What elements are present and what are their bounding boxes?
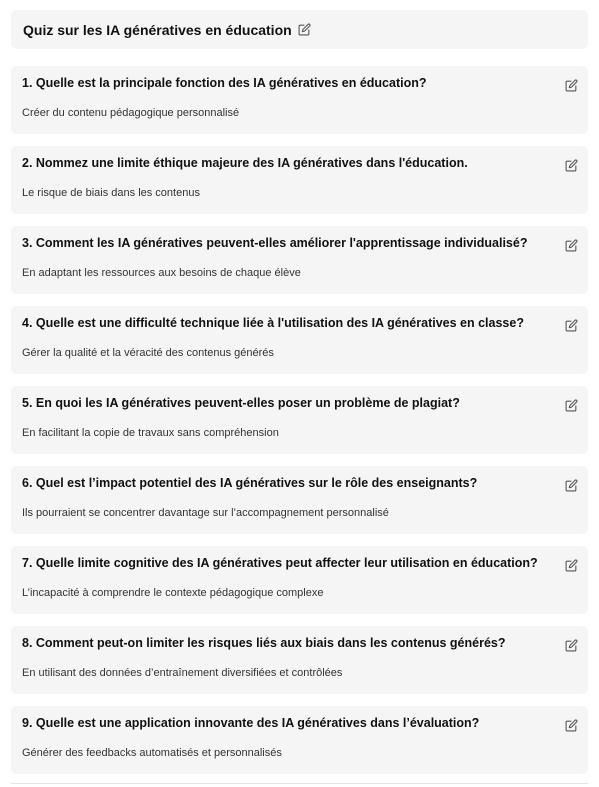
divider (11, 783, 588, 784)
answer-text: En utilisant des données d’entraînement diversifiées et contrôlées (22, 667, 343, 679)
question-card (11, 706, 588, 774)
answer-text: L’incapacité à comprendre le contexte pédagogique complexe (22, 587, 324, 599)
question-text: 9. Quelle est une application innovante des IA génératives dans l’évaluation? (22, 716, 480, 730)
edit-question-icon[interactable] (565, 639, 578, 652)
answer-text: Créer du contenu pédagogique personnalisé (22, 107, 240, 119)
question-card (11, 386, 588, 454)
answer-text: Le risque de biais dans les contenus (22, 187, 200, 199)
question-card (11, 626, 588, 694)
quiz-header (11, 10, 588, 49)
edit-question-icon[interactable] (565, 399, 578, 412)
quiz-title: Quiz sur les IA génératives en éducation (23, 21, 292, 38)
question-text: 5. En quoi les IA génératives peuvent-elles poser un problème de plagiat? (22, 396, 460, 410)
edit-question-icon[interactable] (565, 79, 578, 92)
edit-question-icon[interactable] (565, 159, 578, 172)
question-card (11, 466, 588, 534)
question-card (11, 546, 588, 614)
question-card (11, 146, 588, 214)
answer-text: Gérer la qualité et la véracité des contenus générés (22, 347, 274, 359)
edit-question-icon[interactable] (565, 319, 578, 332)
answer-text: Générer des feedbacks automatisés et personnalisés (22, 747, 282, 759)
question-card (11, 226, 588, 294)
edit-question-icon[interactable] (565, 239, 578, 252)
question-text: 2. Nommez une limite éthique majeure des IA génératives dans l'éducation. (22, 156, 468, 170)
question-text: 1. Quelle est la principale fonction des IA génératives en éducation? (22, 76, 427, 90)
edit-question-icon[interactable] (565, 479, 578, 492)
question-text: 8. Comment peut-on limiter les risques liés aux biais dans les contenus générés? (22, 636, 506, 650)
edit-title-icon[interactable] (298, 23, 311, 36)
answer-text: Ils pourraient se concentrer davantage sur l’accompagnement personnalisé (22, 507, 389, 519)
answer-text: En facilitant la copie de travaux sans compréhension (22, 427, 279, 439)
question-text: 3. Comment les IA génératives peuvent-elles améliorer l'apprentissage individualisé? (22, 236, 528, 250)
question-text: 4. Quelle est une difficulté technique liée à l'utilisation des IA génératives en classe? (22, 316, 524, 330)
question-text: 7. Quelle limite cognitive des IA génératives peut affecter leur utilisation en éducation? (22, 556, 538, 570)
edit-question-icon[interactable] (565, 559, 578, 572)
question-text: 6. Quel est l’impact potentiel des IA génératives sur le rôle des enseignants? (22, 476, 478, 490)
question-card (11, 66, 588, 134)
edit-question-icon[interactable] (565, 719, 578, 732)
answer-text: En adaptant les ressources aux besoins de chaque élève (22, 267, 301, 279)
question-card (11, 306, 588, 374)
